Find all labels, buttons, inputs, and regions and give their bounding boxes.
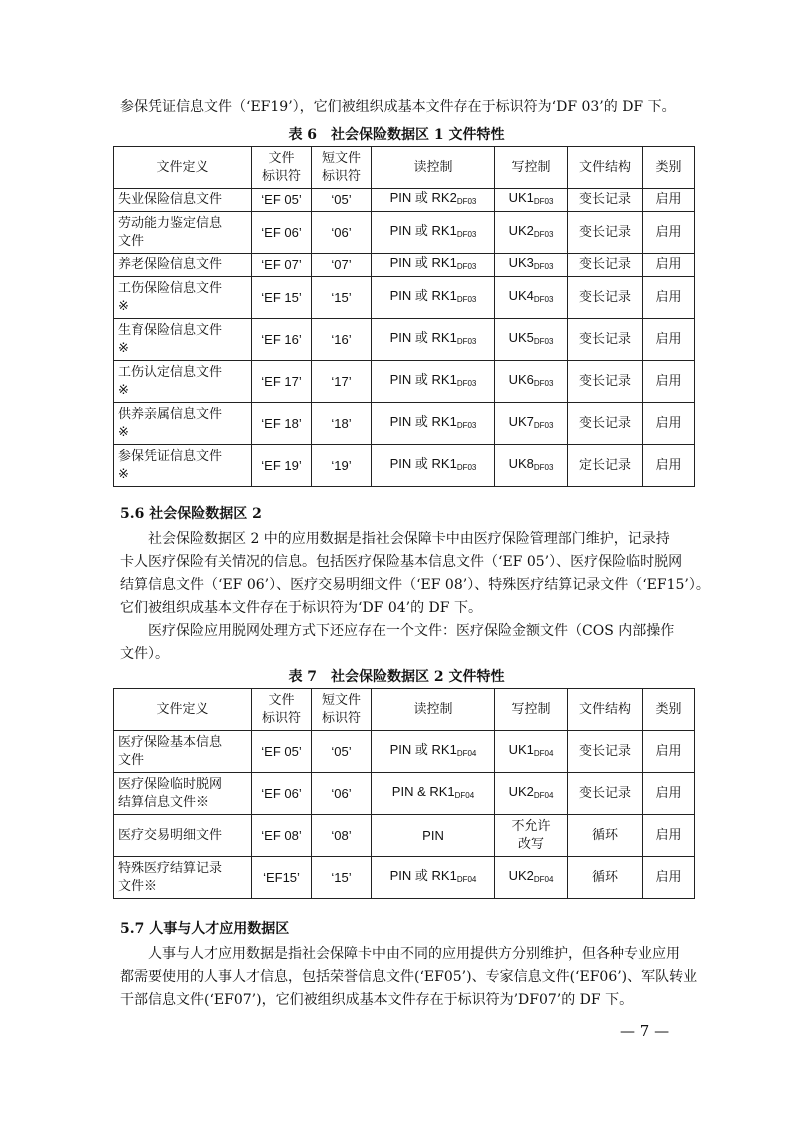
file-structure-cell: 变长记录 — [568, 212, 643, 254]
table7-header-row — [114, 689, 695, 731]
section-5-6-heading: 5.6 社会保险数据区 2 — [120, 506, 262, 522]
file-identifier-cell: ‘EF 17’ — [252, 361, 312, 403]
read-control-cell: PIN 或 $RK1_{DF03}$ — [372, 403, 495, 445]
category-cell: 启用 — [643, 731, 695, 773]
short-identifier-cell: ‘17’ — [312, 361, 372, 403]
file-structure-cell: 循环 — [568, 857, 643, 899]
file-definition-cell: 医疗保险基本信息 文件 — [114, 731, 252, 773]
category-cell: 启用 — [643, 319, 695, 361]
file-definition-cell: 工伤认定信息文件 ※ — [114, 361, 252, 403]
file-structure-cell: 变长记录 — [568, 773, 643, 815]
category-cell: 启用 — [643, 277, 695, 319]
write-control-cell: 不允许 改写 — [495, 815, 568, 857]
short-identifier-cell: ‘15’ — [312, 277, 372, 319]
intro-paragraph — [120, 96, 680, 119]
file-structure-cell: 变长记录 — [568, 189, 643, 212]
paragraph-line: 结算信息文件（‘EF 06’）、医疗交易明细文件（‘EF 08’）、特殊医疗结算记录文件（‘EF15’）。 — [120, 577, 710, 593]
file-definition-cell: 供养亲属信息文件 ※ — [114, 403, 252, 445]
table6 — [113, 146, 695, 487]
table-row — [114, 277, 695, 319]
file-definition-cell: 参保凭证信息文件 ※ — [114, 445, 252, 487]
table7-caption: 表 7 社会保险数据区 2 文件特性 — [288, 669, 505, 685]
write-control-cell-subscript: DF04 — [533, 748, 554, 758]
category-cell: 启用 — [643, 212, 695, 254]
category-cell: 启用 — [643, 254, 695, 277]
read-control-cell-subscript: DF03 — [456, 378, 477, 388]
read-control-cell-subscript: DF03 — [456, 197, 477, 206]
file-definition-cell: 养老保险信息文件 — [114, 254, 252, 277]
table-row — [114, 319, 695, 361]
table-row — [114, 445, 695, 487]
category-cell: 启用 — [643, 773, 695, 815]
write-control-cell-subscript: DF03 — [533, 378, 554, 388]
header-cell: 文件结构 — [568, 689, 643, 731]
read-control-cell: PIN 或 $RK1_{DF04}$ — [372, 857, 495, 899]
page-number: — 7 — — [620, 1022, 670, 1040]
read-control-cell: PIN & $RK1_{DF04}$ — [372, 773, 495, 815]
read-control-cell: PIN 或 $RK1_{DF03}$ — [372, 212, 495, 254]
write-control-cell: $UK2_{DF04}$ — [495, 773, 568, 815]
paragraph-line: 干部信息文件(‘EF07’)，它们被组织成基本文件存在于标识符为’DF07’的 DF 下。 — [120, 992, 634, 1008]
category-cell: 启用 — [643, 361, 695, 403]
table-row — [114, 773, 695, 815]
file-identifier-cell: ‘EF 07’ — [252, 254, 312, 277]
header-cell: 类别 — [643, 689, 695, 731]
read-control-cell: PIN — [372, 815, 495, 857]
file-definition-cell: 医疗保险临时脱网 结算信息文件※ — [114, 773, 252, 815]
file-definition-cell: 生育保险信息文件 ※ — [114, 319, 252, 361]
write-control-cell: $UK1_{DF03}$ — [495, 189, 568, 212]
paragraph-line: 医疗保险应用脱网处理方式下还应存在一个文件：医疗保险金额文件（COS 内部操作 — [148, 623, 675, 639]
table-row — [114, 189, 695, 212]
paragraph-line: 社会保险数据区 2 中的应用数据是指社会保障卡中由医疗保险管理部门维护，记录持 — [148, 531, 670, 547]
read-control-cell: PIN 或 $RK1_{DF03}$ — [372, 319, 495, 361]
file-structure-cell: 变长记录 — [568, 403, 643, 445]
header-cell: 读控制 — [372, 689, 495, 731]
read-control-cell-subscript: DF04 — [454, 790, 475, 800]
table-row — [114, 254, 695, 277]
write-control-cell: $UK5_{DF03}$ — [495, 319, 568, 361]
read-control-cell: PIN 或 $RK1_{DF03}$ — [372, 277, 495, 319]
write-control-cell-subscript: DF04 — [533, 790, 554, 800]
header-cell: 写控制 — [495, 689, 568, 731]
paragraph-line: 文件）。 — [120, 646, 169, 662]
file-identifier-cell: ‘EF 19’ — [252, 445, 312, 487]
read-control-cell-subscript: DF03 — [456, 462, 477, 472]
short-identifier-cell: ‘06’ — [312, 212, 372, 254]
table-row — [114, 857, 695, 899]
file-identifier-cell: ‘EF 06’ — [252, 773, 312, 815]
paragraph-line: 它们被组织成基本文件存在于标识符为‘DF 04’的 DF 下。 — [120, 600, 482, 616]
read-control-cell-subscript: DF04 — [456, 874, 477, 884]
write-control-cell-subscript: DF03 — [533, 420, 554, 430]
write-control-cell: $UK4_{DF03}$ — [495, 277, 568, 319]
header-cell: 短文件 标识符 — [312, 147, 372, 189]
read-control-cell-subscript: DF03 — [456, 420, 477, 430]
write-control-cell: $UK1_{DF04}$ — [495, 731, 568, 773]
file-identifier-cell: ‘EF 15’ — [252, 277, 312, 319]
write-control-cell: $UK7_{DF03}$ — [495, 403, 568, 445]
file-definition-cell: 工伤保险信息文件 ※ — [114, 277, 252, 319]
category-cell: 启用 — [643, 189, 695, 212]
read-control-cell-subscript: DF04 — [456, 748, 477, 758]
short-identifier-cell: ‘07’ — [312, 254, 372, 277]
header-cell: 文件结构 — [568, 147, 643, 189]
category-cell: 启用 — [643, 445, 695, 487]
table-row — [114, 212, 695, 254]
file-identifier-cell: ‘EF 08’ — [252, 815, 312, 857]
short-identifier-cell: ‘19’ — [312, 445, 372, 487]
section-5-7-paragraph — [120, 943, 698, 1012]
read-control-cell: PIN 或 $RK1_{DF03}$ — [372, 254, 495, 277]
write-control-cell-subscript: DF03 — [533, 294, 554, 304]
write-control-cell: $UK2_{DF03}$ — [495, 212, 568, 254]
write-control-cell: $UK2_{DF04}$ — [495, 857, 568, 899]
header-cell: 文件 标识符 — [252, 689, 312, 731]
write-control-cell: $UK8_{DF03}$ — [495, 445, 568, 487]
short-identifier-cell: ‘16’ — [312, 319, 372, 361]
file-structure-cell: 变长记录 — [568, 361, 643, 403]
write-control-cell-subscript: DF03 — [533, 262, 554, 271]
category-cell: 启用 — [643, 815, 695, 857]
intro-line: 参保凭证信息文件（‘EF19’），它们被组织成基本文件存在于标识符为‘DF 03’的 DF 下。 — [120, 99, 676, 115]
write-control-cell: $UK3_{DF03}$ — [495, 254, 568, 277]
table-row — [114, 731, 695, 773]
short-identifier-cell: ‘15’ — [312, 857, 372, 899]
read-control-cell: PIN 或 $RK1_{DF03}$ — [372, 445, 495, 487]
category-cell: 启用 — [643, 403, 695, 445]
header-cell: 写控制 — [495, 147, 568, 189]
table6-caption: 表 6 社会保险数据区 1 文件特性 — [288, 127, 505, 143]
category-cell: 启用 — [643, 857, 695, 899]
short-identifier-cell: ‘18’ — [312, 403, 372, 445]
file-definition-cell: 失业保险信息文件 — [114, 189, 252, 212]
write-control-cell-subscript: DF03 — [533, 336, 554, 346]
read-control-cell: PIN 或 $RK1_{DF04}$ — [372, 731, 495, 773]
table7 — [113, 688, 695, 899]
file-structure-cell: 变长记录 — [568, 319, 643, 361]
file-structure-cell: 变长记录 — [568, 277, 643, 319]
file-definition-cell: 医疗交易明细文件 — [114, 815, 252, 857]
header-cell: 文件定义 — [114, 147, 252, 189]
header-cell: 类别 — [643, 147, 695, 189]
write-control-cell-subscript: DF04 — [533, 874, 554, 884]
file-structure-cell: 定长记录 — [568, 445, 643, 487]
file-structure-cell: 循环 — [568, 815, 643, 857]
table-row — [114, 815, 695, 857]
header-cell: 读控制 — [372, 147, 495, 189]
read-control-cell: PIN 或 $RK2_{DF03}$ — [372, 189, 495, 212]
short-identifier-cell: ‘08’ — [312, 815, 372, 857]
file-identifier-cell: ‘EF 18’ — [252, 403, 312, 445]
file-structure-cell: 变长记录 — [568, 254, 643, 277]
write-control-cell: $UK6_{DF03}$ — [495, 361, 568, 403]
read-control-cell-subscript: DF03 — [456, 229, 477, 239]
write-control-cell-subscript: DF03 — [533, 229, 554, 239]
file-structure-cell: 变长记录 — [568, 731, 643, 773]
short-identifier-cell: ‘06’ — [312, 773, 372, 815]
file-identifier-cell: ‘EF15’ — [252, 857, 312, 899]
short-identifier-cell: ‘05’ — [312, 731, 372, 773]
section-5-6-paragraph-2 — [120, 620, 680, 666]
read-control-cell-subscript: DF03 — [456, 262, 477, 271]
header-cell: 文件 标识符 — [252, 147, 312, 189]
paragraph-line: 人事与人才应用数据是指社会保障卡中由不同的应用提供方分别维护，但各种专业应用 — [148, 946, 680, 962]
write-control-cell-subscript: DF03 — [533, 462, 554, 472]
file-definition-cell: 劳动能力鉴定信息 文件 — [114, 212, 252, 254]
table-row — [114, 361, 695, 403]
table-row — [114, 403, 695, 445]
read-control-cell-subscript: DF03 — [456, 294, 477, 304]
header-cell: 文件定义 — [114, 689, 252, 731]
table6-header-row — [114, 147, 695, 189]
file-identifier-cell: ‘EF 16’ — [252, 319, 312, 361]
section-5-7-heading: 5.7 人事与人才应用数据区 — [120, 921, 290, 937]
file-identifier-cell: ‘EF 05’ — [252, 731, 312, 773]
section-5-6-paragraph-1 — [120, 528, 710, 620]
file-identifier-cell: ‘EF 06’ — [252, 212, 312, 254]
file-identifier-cell: ‘EF 05’ — [252, 189, 312, 212]
paragraph-line: 卡人医疗保险有关情况的信息。包括医疗保险基本信息文件（‘EF 05’）、医疗保险临时脱网 — [120, 554, 683, 570]
header-cell: 短文件 标识符 — [312, 689, 372, 731]
paragraph-line: 都需要使用的人事人才信息，包括荣誉信息文件(‘EF05’)、专家信息文件(‘EF06’)、军队转业 — [120, 969, 698, 985]
read-control-cell-subscript: DF03 — [456, 336, 477, 346]
file-definition-cell: 特殊医疗结算记录 文件※ — [114, 857, 252, 899]
write-control-cell-subscript: DF03 — [533, 197, 554, 206]
short-identifier-cell: ‘05’ — [312, 189, 372, 212]
read-control-cell: PIN 或 $RK1_{DF03}$ — [372, 361, 495, 403]
